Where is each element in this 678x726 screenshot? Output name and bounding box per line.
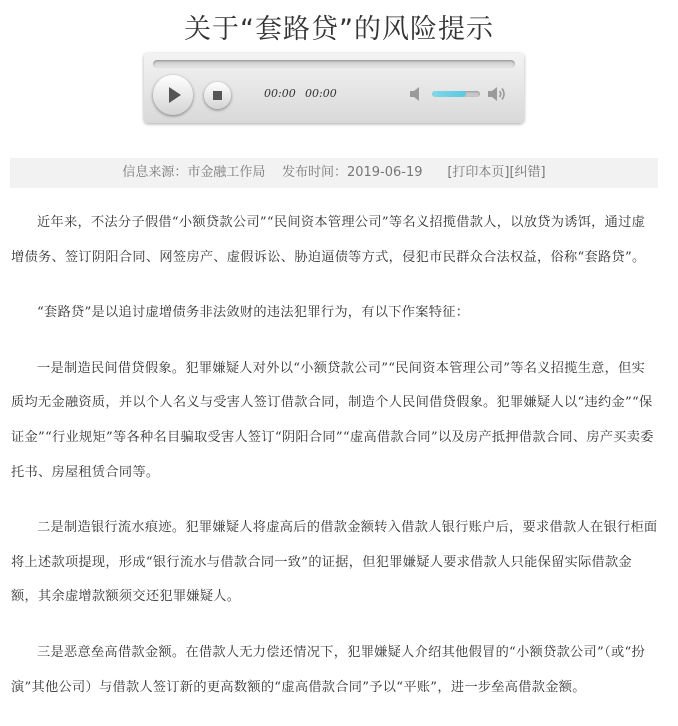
article-body bbox=[11, 206, 658, 726]
speaker-mute-icon bbox=[408, 85, 428, 103]
date-label: 发布时间： bbox=[281, 165, 347, 180]
page-title: 关于“套路贷”的风险提示 bbox=[184, 14, 494, 45]
correction-link[interactable]: [纠错] bbox=[509, 165, 546, 180]
duration-time: 00:00 bbox=[305, 87, 337, 100]
stop-button[interactable] bbox=[204, 82, 231, 109]
paragraph: “套路贷”是以追讨虚增债务非法敛财的违法犯罪行为，有以下作案特征： bbox=[37, 305, 470, 321]
stop-icon bbox=[213, 91, 222, 100]
volume-slider[interactable] bbox=[432, 91, 480, 97]
paragraph: 二是制造银行流水痕迹。犯罪嫌疑人将虚高后的借款金额转入借款人银行账户后，要求借款人在银行柜面将上述款项提现，形成“银行流水与借款合同一致”的证据，但犯罪嫌疑人要求借款人只能保留实际借款金额，其余虚增款额须交还犯罪嫌疑人。 bbox=[11, 520, 658, 605]
progress-bar[interactable] bbox=[153, 60, 515, 68]
current-time: 00:00 bbox=[264, 87, 296, 100]
paragraph: 三是恶意垒高借款金额。在借款人无力偿还情况下，犯罪嫌疑人介绍其他假冒的“小额贷款公司”（或“扮演”其他公司）与借款人签订新的更高数额的“虚高借款合同”予以“平账”，进一步垒高借款金额。 bbox=[11, 644, 645, 695]
print-link[interactable]: [打印本页] bbox=[447, 165, 510, 180]
source-label: 信息来源： bbox=[122, 165, 188, 180]
mute-button[interactable] bbox=[408, 85, 428, 103]
max-volume-button[interactable] bbox=[486, 85, 508, 103]
speaker-loud-icon bbox=[486, 85, 508, 103]
play-icon bbox=[169, 87, 181, 103]
volume-fill bbox=[432, 91, 466, 97]
paragraph: 近年来，不法分子假借“小额贷款公司”“民间资本管理公司”等名义招揽借款人，以放贷为诱饵，通过虚增债务、签订阴阳合同、网签房产、虚假诉讼、胁迫逼债等方式，侵犯市民群众合法权益，俗称“套路贷”。 bbox=[11, 215, 646, 265]
paragraph: 一是制造民间借贷假象。犯罪嫌疑人对外以“小额贷款公司”“民间资本管理公司”等名义招揽生意，但实质均无金融资质，并以个人名义与受害人签订借款合同，制造个人民间借贷假象。犯罪嫌疑人以“违约金”“保证金”“行业规矩”等各种名目骗取受害人签订“阴阳合同”“虚高借款合同”以及房产抵押借款合同、房产买卖委托书、房屋租赁合同等。 bbox=[11, 360, 654, 480]
article-meta-bar bbox=[10, 158, 658, 188]
source-value: 市金融工作局 bbox=[187, 165, 266, 180]
audio-player bbox=[144, 53, 524, 123]
play-button[interactable] bbox=[153, 75, 193, 115]
date-value: 2019-06-19 bbox=[346, 165, 423, 180]
